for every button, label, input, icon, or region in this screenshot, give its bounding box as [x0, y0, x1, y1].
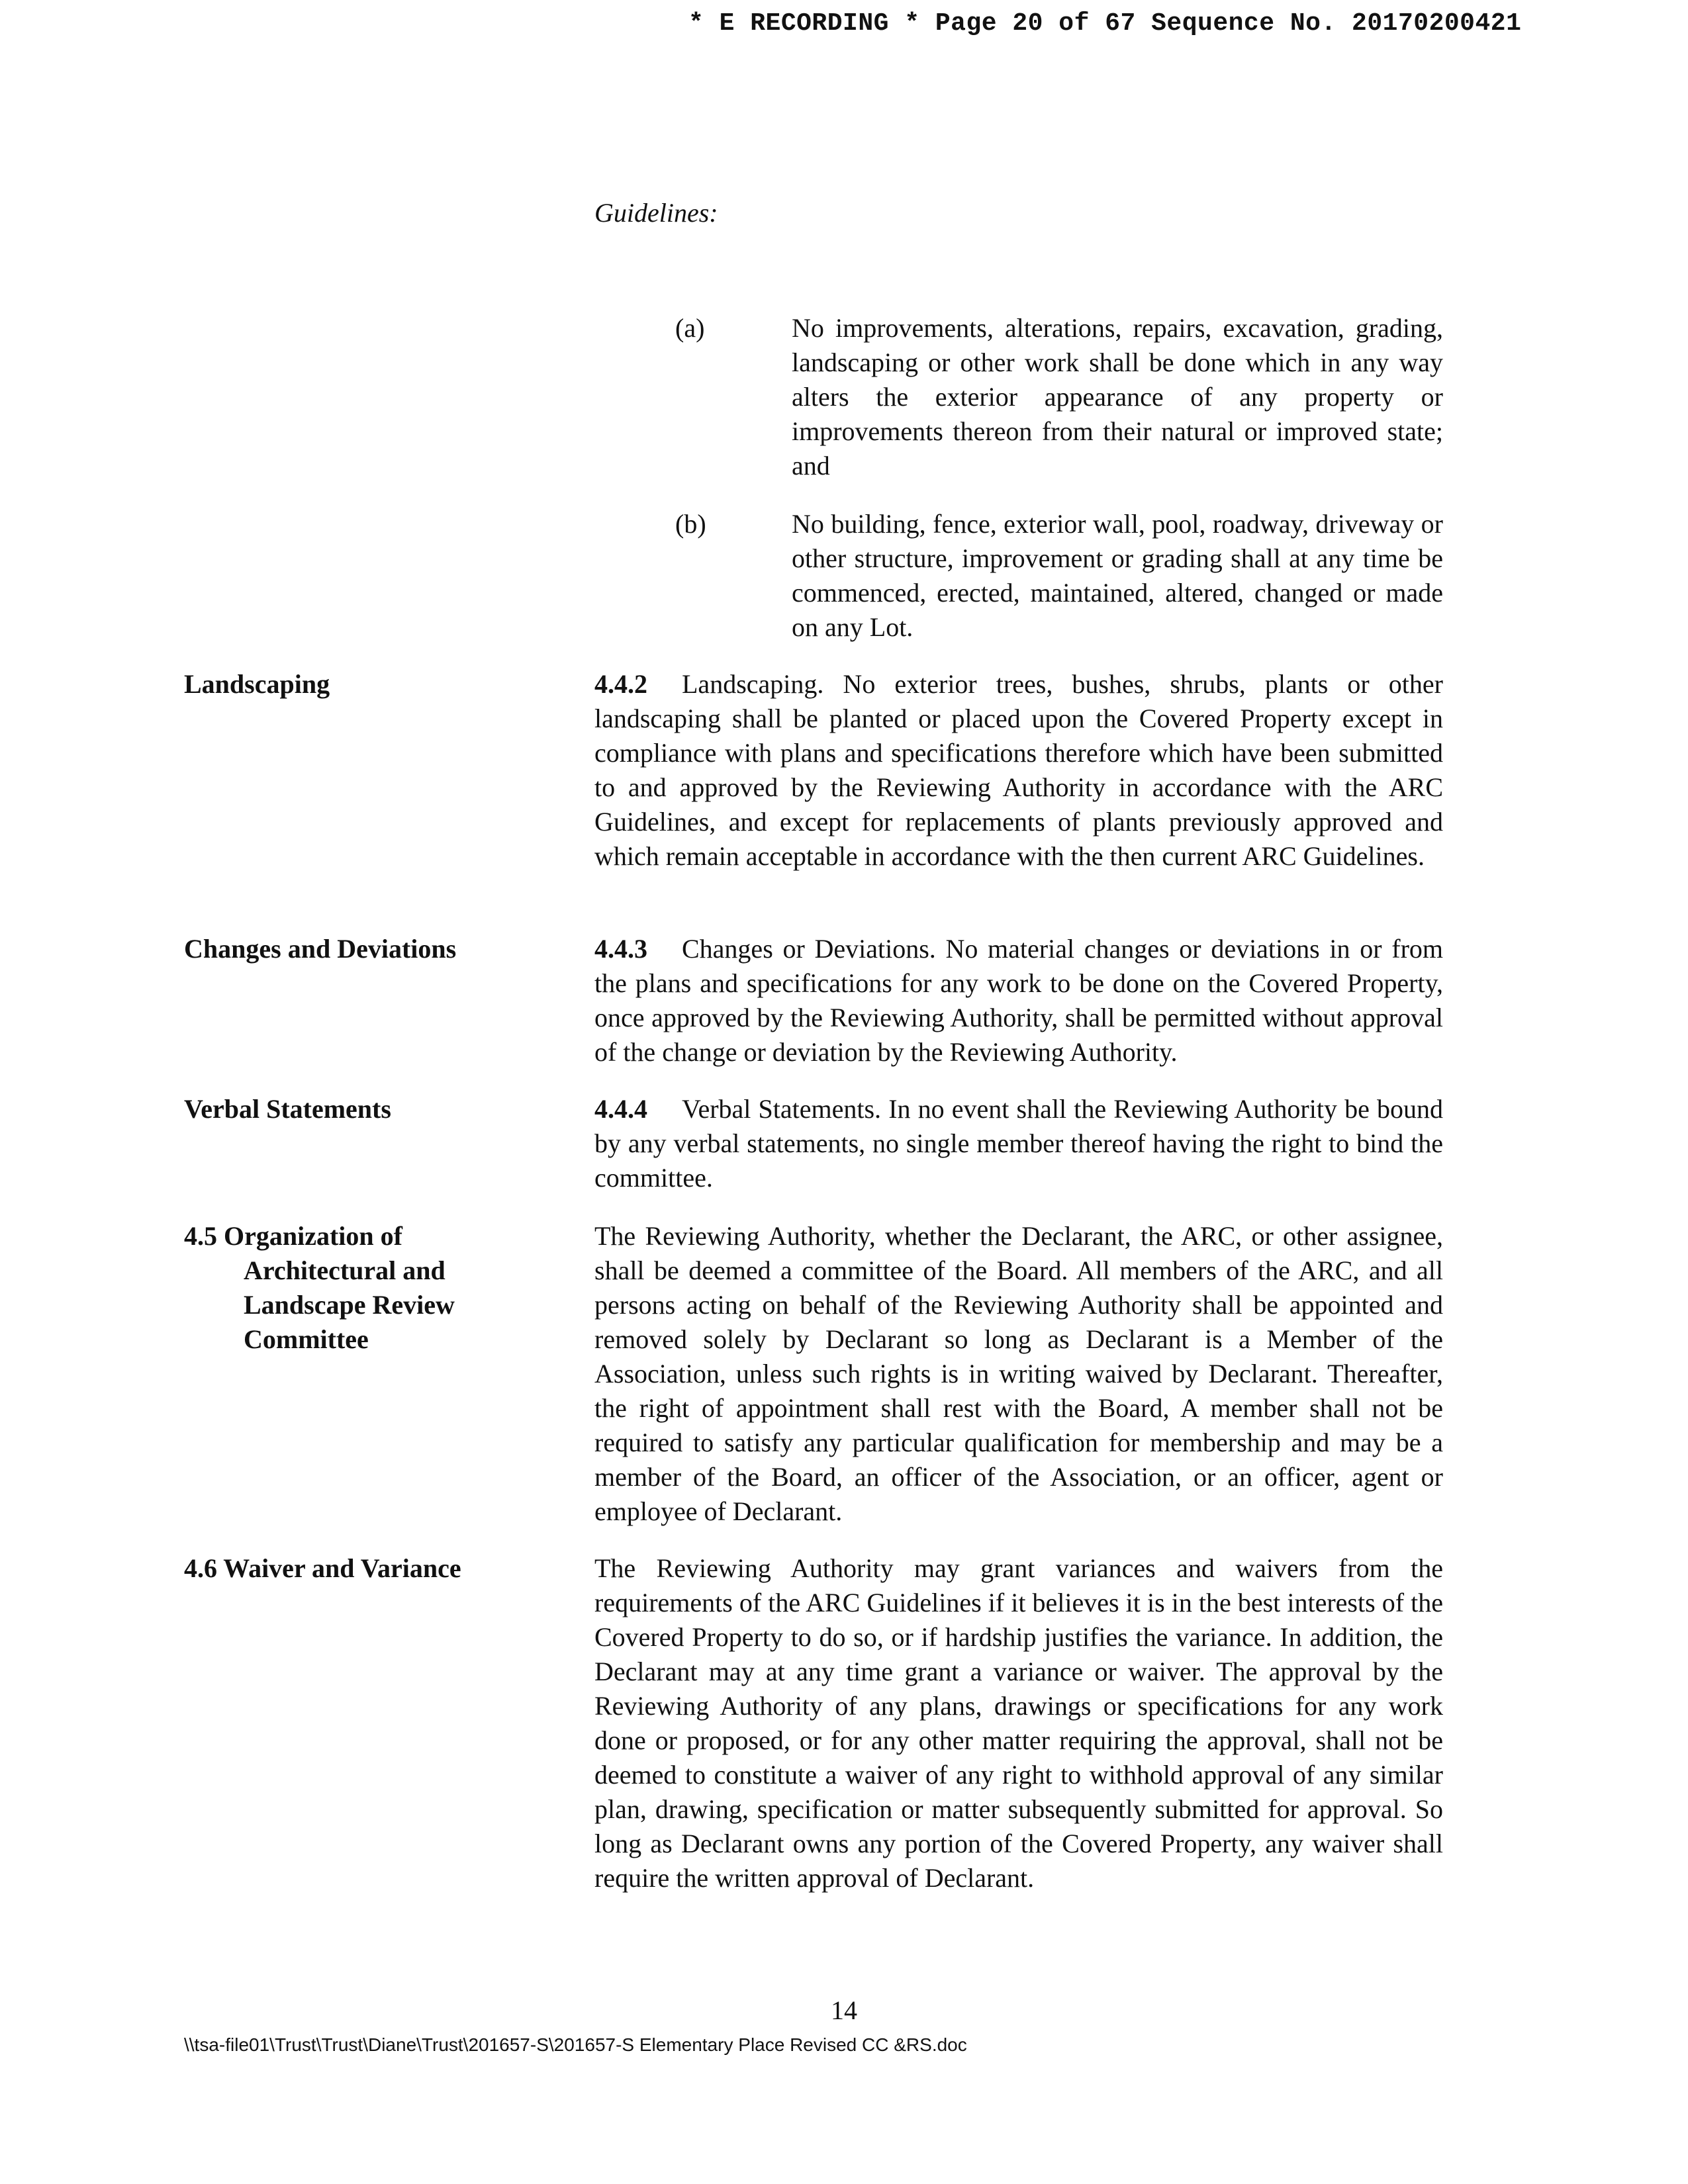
- section-text: The Reviewing Authority, whether the Declarant, the ARC, or other assignee, shall be deemed a committee of the Board. All members of the ARC, and all persons acting on behalf of the Reviewing Authority shall be appointed and removed solely by Declarant so long as Declarant is a Member of the Association, unless such rights is in writing waived by Declarant. Thereafter, the right of appointment shall rest with the Board, A member shall not be required to satisfy any particular qualification for membership and may be a member of the Board, an officer of the Association, or an officer, agent or employee of Declarant.: [594, 1221, 1443, 1526]
- footer-file-path: \\tsa-file01\Trust\Trust\Diane\Trust\201657-S\201657-S Elementary Place Revised CC &RS.doc: [184, 2034, 967, 2055]
- subitem-text: No building, fence, exterior wall, pool, roadway, driveway or other structure, improvement or grading shall at any time be commenced, erected, maintained, altered, changed or made on any Lot.: [792, 509, 1443, 642]
- section-4-4-4: [594, 1092, 1443, 1195]
- side-heading-verbal-statements: Verbal Statements: [184, 1094, 391, 1124]
- heading-line: Committee: [244, 1324, 369, 1354]
- subitem-b: [675, 507, 1443, 645]
- side-heading-waiver-variance: 4.6 Waiver and Variance: [184, 1553, 461, 1583]
- recording-header: * E RECORDING * Page 20 of 67 Sequence No. 20170200421: [688, 9, 1522, 38]
- section-4-5: [594, 1219, 1443, 1529]
- section-4-6: [594, 1551, 1443, 1895]
- section-number: 4.4.2: [594, 669, 647, 699]
- section-text: Changes or Deviations. No material changes or deviations in or from the plans and specifications for any work to be done on the Covered Property, once approved by the Reviewing Authority, shall be permitted without approval of the change or deviation by the Reviewing Authority.: [594, 934, 1443, 1067]
- section-text: Landscaping. No exterior trees, bushes, shrubs, plants or other landscaping shall be planted or placed upon the Covered Property except in compliance with plans and specifications therefore which have been submitted to and approved by the Reviewing Authority in accordance with the ARC Guidelines, and except for replacements of plants previously approved and which remain acceptable in accordance with the then current ARC Guidelines.: [594, 669, 1443, 871]
- section-4-4-2: [594, 667, 1443, 874]
- subitem-a: [675, 311, 1443, 483]
- heading-line: Landscape Review: [244, 1290, 455, 1320]
- section-4-4-3: [594, 932, 1443, 1069]
- heading-number: 4.5: [184, 1221, 217, 1251]
- section-number: 4.4.3: [594, 934, 647, 964]
- heading-line: Architectural and: [244, 1255, 445, 1285]
- section-number: 4.4.4: [594, 1094, 647, 1124]
- subitem-letter: (b): [675, 509, 706, 539]
- subitem-text: No improvements, alterations, repairs, excavation, grading, landscaping or other work shall be done which in any way alters the exterior appearance of any property or improvements thereon from their natural or improved state; and: [792, 313, 1443, 480]
- side-heading-changes-deviations: Changes and Deviations: [184, 934, 457, 964]
- section-text: Verbal Statements. In no event shall the Reviewing Authority be bound by any verbal statements, no single member thereof having the right to bind the committee.: [594, 1094, 1443, 1193]
- side-heading-organization: [184, 1219, 541, 1357]
- page-number: 14: [831, 1995, 857, 2025]
- section-text: The Reviewing Authority may grant variances and waivers from the requirements of the ARC Guidelines if it believes it is in the best interests of the Covered Property to do so, or if hardship justifies the variance. In addition, the Declarant may at any time grant a variance or waiver. The approval by the Reviewing Authority of any plans, drawings or specifications for any work done or proposed, or for any other matter requiring the approval, shall not be deemed to constitute a waiver of any right to withhold approval of any similar plan, drawing, specification or matter subsequently submitted for approval. So long as Declarant owns any portion of the Covered Property, any waiver shall require the written approval of Declarant.: [594, 1553, 1443, 1893]
- subitem-letter: (a): [675, 313, 705, 343]
- guidelines-intro: Guidelines:: [594, 198, 718, 228]
- side-heading-landscaping: Landscaping: [184, 669, 330, 699]
- heading-first-line: Organization of: [224, 1221, 402, 1251]
